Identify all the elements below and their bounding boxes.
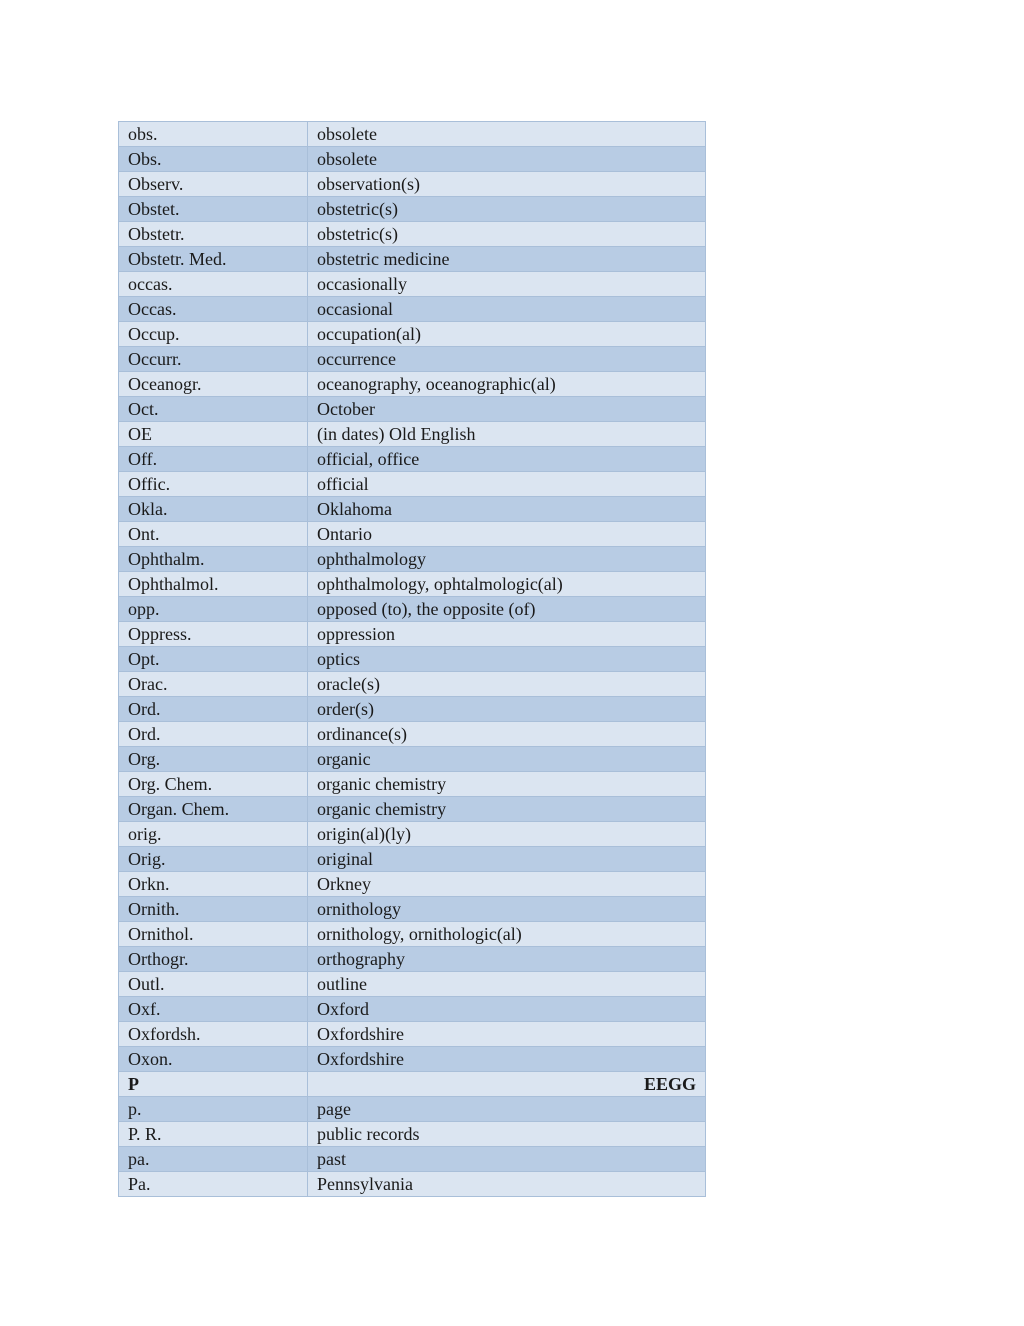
abbreviation-cell: OE [119, 422, 308, 447]
abbreviation-cell: Occas. [119, 297, 308, 322]
definition-cell: Ontario [308, 522, 706, 547]
definition-cell: public records [308, 1122, 706, 1147]
definition-cell: origin(al)(ly) [308, 822, 706, 847]
definition-cell: Pennsylvania [308, 1172, 706, 1197]
abbreviation-table [118, 121, 706, 1197]
definition-cell: obsolete [308, 147, 706, 172]
table-row [119, 122, 706, 147]
table-row [119, 872, 706, 897]
table-row [119, 597, 706, 622]
abbreviation-cell: Oxfordsh. [119, 1022, 308, 1047]
table-row [119, 497, 706, 522]
table-row [119, 422, 706, 447]
table-row [119, 622, 706, 647]
table-row [119, 472, 706, 497]
definition-cell: past [308, 1147, 706, 1172]
abbreviation-cell: Obstet. [119, 197, 308, 222]
table-row [119, 272, 706, 297]
table-row [119, 172, 706, 197]
abbreviation-cell: Oceanogr. [119, 372, 308, 397]
abbreviation-cell: P. R. [119, 1122, 308, 1147]
definition-cell: oracle(s) [308, 672, 706, 697]
abbreviation-cell: occas. [119, 272, 308, 297]
definition-cell: organic [308, 747, 706, 772]
abbreviation-cell: p. [119, 1097, 308, 1122]
definition-cell: obstetric(s) [308, 197, 706, 222]
abbreviation-cell: Observ. [119, 172, 308, 197]
table-row [119, 547, 706, 572]
table-row [119, 372, 706, 397]
table-row [119, 197, 706, 222]
table-row [119, 1147, 706, 1172]
abbreviation-cell: opp. [119, 597, 308, 622]
table-row [119, 347, 706, 372]
abbreviation-cell: Ord. [119, 722, 308, 747]
section-header-row [119, 1072, 706, 1097]
table-row [119, 522, 706, 547]
table-row [119, 922, 706, 947]
abbreviation-cell: Oxf. [119, 997, 308, 1022]
abbreviation-cell: obs. [119, 122, 308, 147]
table-row [119, 797, 706, 822]
definition-cell: ornithology [308, 897, 706, 922]
table-row [119, 1022, 706, 1047]
abbreviation-cell: Occup. [119, 322, 308, 347]
definition-cell: ophthalmology, ophtalmologic(al) [308, 572, 706, 597]
abbreviation-cell: Obs. [119, 147, 308, 172]
abbreviation-cell: Ophthalmol. [119, 572, 308, 597]
abbreviation-cell: Oppress. [119, 622, 308, 647]
abbreviation-cell: Orac. [119, 672, 308, 697]
section-label: EEGG [308, 1072, 706, 1097]
table-row [119, 897, 706, 922]
abbreviation-cell: Okla. [119, 497, 308, 522]
table-row [119, 822, 706, 847]
abbreviation-cell: Orthogr. [119, 947, 308, 972]
table-row [119, 147, 706, 172]
table-row [119, 222, 706, 247]
definition-cell: original [308, 847, 706, 872]
definition-cell: official [308, 472, 706, 497]
abbreviation-cell: Obstetr. Med. [119, 247, 308, 272]
table-row [119, 247, 706, 272]
definition-cell: Oxford [308, 997, 706, 1022]
abbreviation-cell: Ord. [119, 697, 308, 722]
table-row [119, 447, 706, 472]
definition-cell: occasionally [308, 272, 706, 297]
definition-cell: orthography [308, 947, 706, 972]
abbreviation-cell: Org. [119, 747, 308, 772]
abbreviation-cell: Offic. [119, 472, 308, 497]
abbreviation-table-body [119, 122, 706, 1197]
definition-cell: organic chemistry [308, 797, 706, 822]
definition-cell: ophthalmology [308, 547, 706, 572]
abbreviation-cell: Orig. [119, 847, 308, 872]
table-row [119, 747, 706, 772]
table-row [119, 847, 706, 872]
abbreviation-table-container [118, 121, 705, 1197]
definition-cell: occupation(al) [308, 322, 706, 347]
definition-cell: optics [308, 647, 706, 672]
abbreviation-cell: Organ. Chem. [119, 797, 308, 822]
definition-cell: ordinance(s) [308, 722, 706, 747]
table-row [119, 997, 706, 1022]
definition-cell: page [308, 1097, 706, 1122]
abbreviation-cell: Oxon. [119, 1047, 308, 1072]
table-row [119, 297, 706, 322]
definition-cell: observation(s) [308, 172, 706, 197]
definition-cell: obsolete [308, 122, 706, 147]
abbreviation-cell: Org. Chem. [119, 772, 308, 797]
abbreviation-cell: Ornith. [119, 897, 308, 922]
definition-cell: oceanography, oceanographic(al) [308, 372, 706, 397]
table-row [119, 972, 706, 997]
table-row [119, 1047, 706, 1072]
definition-cell: October [308, 397, 706, 422]
table-row [119, 322, 706, 347]
abbreviation-cell: Ophthalm. [119, 547, 308, 572]
table-row [119, 1122, 706, 1147]
abbreviation-cell: orig. [119, 822, 308, 847]
abbreviation-cell: Occurr. [119, 347, 308, 372]
definition-cell: official, office [308, 447, 706, 472]
table-row [119, 1097, 706, 1122]
abbreviation-cell: Oct. [119, 397, 308, 422]
abbreviation-cell: Opt. [119, 647, 308, 672]
definition-cell: obstetric(s) [308, 222, 706, 247]
table-row [119, 397, 706, 422]
definition-cell: occasional [308, 297, 706, 322]
table-row [119, 647, 706, 672]
table-row [119, 672, 706, 697]
section-letter: P [119, 1072, 308, 1097]
abbreviation-cell: Ornithol. [119, 922, 308, 947]
table-row [119, 947, 706, 972]
definition-cell: outline [308, 972, 706, 997]
abbreviation-cell: Outl. [119, 972, 308, 997]
definition-cell: order(s) [308, 697, 706, 722]
table-row [119, 1172, 706, 1197]
definition-cell: Orkney [308, 872, 706, 897]
definition-cell: oppression [308, 622, 706, 647]
table-row [119, 722, 706, 747]
definition-cell: occurrence [308, 347, 706, 372]
abbreviation-cell: Off. [119, 447, 308, 472]
definition-cell: obstetric medicine [308, 247, 706, 272]
definition-cell: ornithology, ornithologic(al) [308, 922, 706, 947]
table-row [119, 697, 706, 722]
definition-cell: organic chemistry [308, 772, 706, 797]
abbreviation-cell: Orkn. [119, 872, 308, 897]
table-row [119, 572, 706, 597]
abbreviation-cell: Pa. [119, 1172, 308, 1197]
abbreviation-cell: Ont. [119, 522, 308, 547]
definition-cell: Oxfordshire [308, 1022, 706, 1047]
table-row [119, 772, 706, 797]
definition-cell: Oklahoma [308, 497, 706, 522]
definition-cell: (in dates) Old English [308, 422, 706, 447]
definition-cell: opposed (to), the opposite (of) [308, 597, 706, 622]
abbreviation-cell: Obstetr. [119, 222, 308, 247]
definition-cell: Oxfordshire [308, 1047, 706, 1072]
abbreviation-cell: pa. [119, 1147, 308, 1172]
